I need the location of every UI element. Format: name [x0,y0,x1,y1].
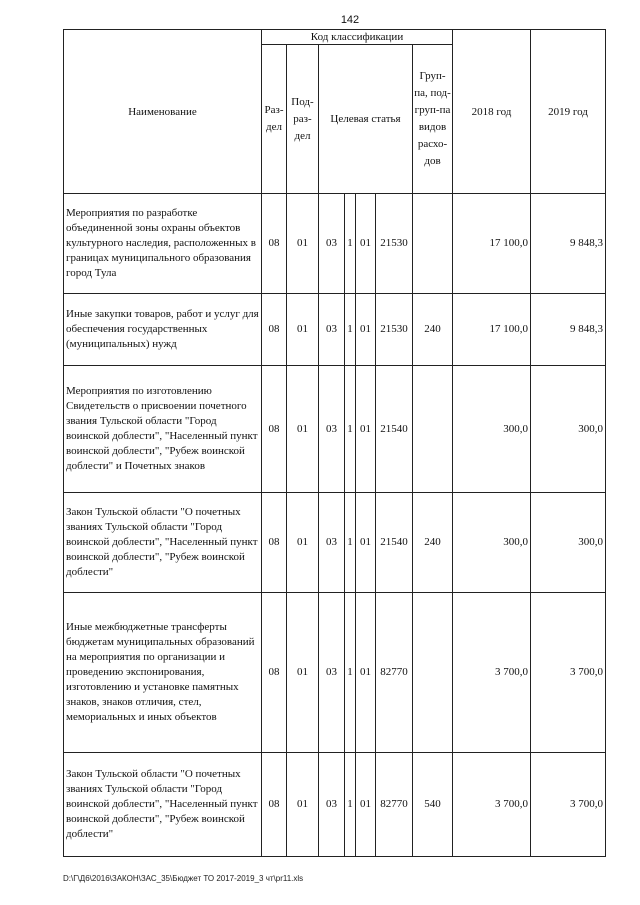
row-value-2018: 17 100,0 [453,294,531,366]
row-target-part-3: 01 [356,194,376,294]
row-value-2018: 3 700,0 [453,593,531,753]
row-target-part-1: 03 [319,753,345,857]
row-name: Закон Тульской области "О почетных званиях Тульской области "Город воинской доблести", "Населенный пункт воинской доблести", "Рубеж воинской доблести" [64,493,262,593]
row-expense-group [413,366,453,493]
row-value-2018: 17 100,0 [453,194,531,294]
header-row-top [64,30,606,45]
row-expense-group [413,194,453,294]
row-target-part-2: 1 [345,753,356,857]
table-row [64,593,606,753]
budget-table [63,29,606,857]
row-value-2018: 300,0 [453,366,531,493]
table-row [64,194,606,294]
row-target-part-1: 03 [319,493,345,593]
header-classification: Код классификации [262,30,453,45]
row-target-part-2: 1 [345,493,356,593]
row-target-part-1: 03 [319,194,345,294]
row-section: 08 [262,493,287,593]
row-name: Мероприятия по изготовлению Свидетельств о присвоении почетного звания Тульской области "Город воинской доблести", "Населенный пункт воинской доблести", "Рубеж воинской доблести" и Почетных знаков [64,366,262,493]
row-section: 08 [262,366,287,493]
row-value-2019: 300,0 [531,366,606,493]
row-expense-group: 240 [413,493,453,593]
row-value-2019: 3 700,0 [531,753,606,857]
row-target-part-3: 01 [356,294,376,366]
header-year-2018: 2018 год [453,30,531,194]
row-target-part-3: 01 [356,593,376,753]
row-subsection: 01 [287,194,319,294]
row-name: Иные межбюджетные трансферты бюджетам муниципальных образований на мероприятия по организации и проведению экспонирования, изготовлению и установке памятных знаков, знаков отличия, стел, мемориальных и иных объектов [64,593,262,753]
row-target-part-4: 21530 [376,194,413,294]
table-row [64,493,606,593]
row-target-part-1: 03 [319,593,345,753]
table-row [64,366,606,493]
header-year-2019: 2019 год [531,30,606,194]
row-target-part-4: 21540 [376,493,413,593]
header-name: Наименование [64,30,262,194]
row-name: Мероприятия по разработке объединенной зоны охраны объектов культурного наследия, расположенных в границах муниципального образования город Тула [64,194,262,294]
header-target-item: Целевая статья [319,45,413,194]
header-section: Раз-дел [262,45,287,194]
row-expense-group [413,593,453,753]
row-target-part-2: 1 [345,294,356,366]
row-target-part-4: 82770 [376,593,413,753]
row-target-part-3: 01 [356,366,376,493]
page-number: 142 [340,14,360,26]
row-subsection: 01 [287,294,319,366]
row-value-2018: 300,0 [453,493,531,593]
row-name: Закон Тульской области "О почетных званиях Тульской области "Город воинской доблести", "Населенный пункт воинской доблести", "Рубеж воинской доблести" [64,753,262,857]
row-target-part-3: 01 [356,493,376,593]
row-name: Иные закупки товаров, работ и услуг для обеспечения государственных (муниципальных) нужд [64,294,262,366]
row-target-part-4: 21540 [376,366,413,493]
row-target-part-1: 03 [319,366,345,493]
row-target-part-2: 1 [345,366,356,493]
row-subsection: 01 [287,753,319,857]
row-target-part-3: 01 [356,753,376,857]
row-subsection: 01 [287,593,319,753]
row-expense-group: 240 [413,294,453,366]
row-value-2019: 300,0 [531,493,606,593]
row-value-2019: 9 848,3 [531,294,606,366]
row-value-2018: 3 700,0 [453,753,531,857]
row-target-part-4: 82770 [376,753,413,857]
header-subsection: Под-раз-дел [287,45,319,194]
row-value-2019: 9 848,3 [531,194,606,294]
row-target-part-4: 21530 [376,294,413,366]
file-path-footer: D:\Г\Д6\2016\ЗАКОН\ЗАС_35\Бюджет ТО 2017-2019_3 чт\pr11.xls [63,874,304,883]
row-subsection: 01 [287,366,319,493]
row-expense-group: 540 [413,753,453,857]
row-section: 08 [262,194,287,294]
row-target-part-1: 03 [319,294,345,366]
row-target-part-2: 1 [345,194,356,294]
header-expense-group: Груп-па, под-груп-па видов расхо-дов [413,45,453,194]
row-subsection: 01 [287,493,319,593]
table-row [64,294,606,366]
row-section: 08 [262,294,287,366]
row-section: 08 [262,593,287,753]
row-value-2019: 3 700,0 [531,593,606,753]
table-row [64,753,606,857]
row-section: 08 [262,753,287,857]
row-target-part-2: 1 [345,593,356,753]
